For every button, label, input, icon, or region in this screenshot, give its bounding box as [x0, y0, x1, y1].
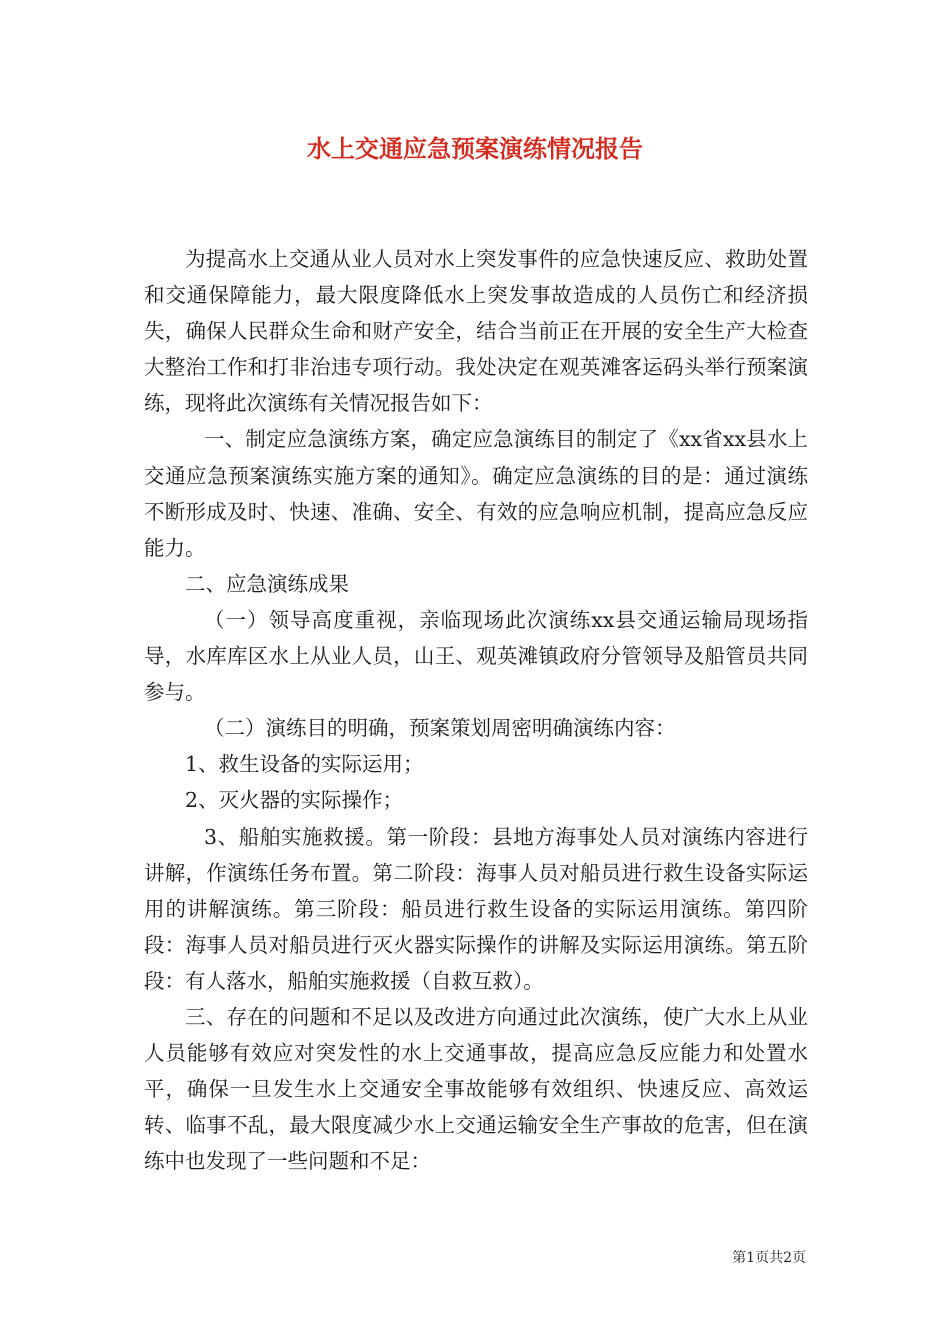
page-number-footer: 第1页共2页 — [732, 1250, 806, 1266]
section-two-heading: 二、应急演练成果 — [185, 571, 349, 596]
section-three-paragraph: 三、存在的问题和不足以及改进方向通过此次演练，使广大水上从业人员能够有效应对突发性的水上交通事故，提高应急反应能力和处置水平，确保一旦发生水上交通安全事故能够有效组织、快速反应、高效运转、临事不乱，最大限度减少水上交通运输安全生产事故的危害，但在演练中也发现了一些问题和不足： — [144, 1004, 808, 1174]
list-item-2: 2、灭火器的实际操作； — [185, 788, 404, 813]
subsection-one-paragraph: （一）领导高度重视，亲临现场此次演练xx县交通运输局现场指导，水库库区水上从业人员，山王、观英滩镇政府分管领导及船管员共同参与。 — [144, 607, 808, 705]
intro-paragraph: 为提高水上交通从业人员对水上突发事件的应急快速反应、救助处置和交通保障能力，最大限度降低水上突发事故造成的人员伤亡和经济损失，确保人民群众生命和财产安全，结合当前正在开展的安全生产大检查大整治工作和打非治违专项行动。我处决定在观英滩客运码头举行预案演练，现将此次演练有关情况报告如下： — [144, 247, 808, 416]
document-body — [144, 241, 808, 1179]
list-item-3: 3、船舶实施救援。第一阶段：县地方海事处人员对演练内容进行讲解，作演练任务布置。第二阶段：海事人员对船员进行救生设备实际运用的讲解演练。第三阶段：船员进行救生设备的实际运用演练。第四阶段：海事人员对船员进行灭火器实际操作的讲解及实际运用演练。第五阶段：有人落水，船舶实施救援（自救互救）。 — [144, 824, 808, 993]
section-one-paragraph: 一、制定应急演练方案，确定应急演练目的制定了《xx省xx县水上交通应急预案演练实施方案的通知》。确定应急演练的目的是：通过演练不断形成及时、快速、准确、安全、有效的应急响应机制，提高应急反应能力。 — [144, 427, 808, 560]
list-item-1: 1、救生设备的实际运用； — [185, 752, 424, 777]
subsection-two-paragraph: （二）演练目的明确，预案策划周密明确演练内容： — [204, 716, 676, 741]
document-title: 水上交通应急预案演练情况报告 — [307, 134, 643, 163]
